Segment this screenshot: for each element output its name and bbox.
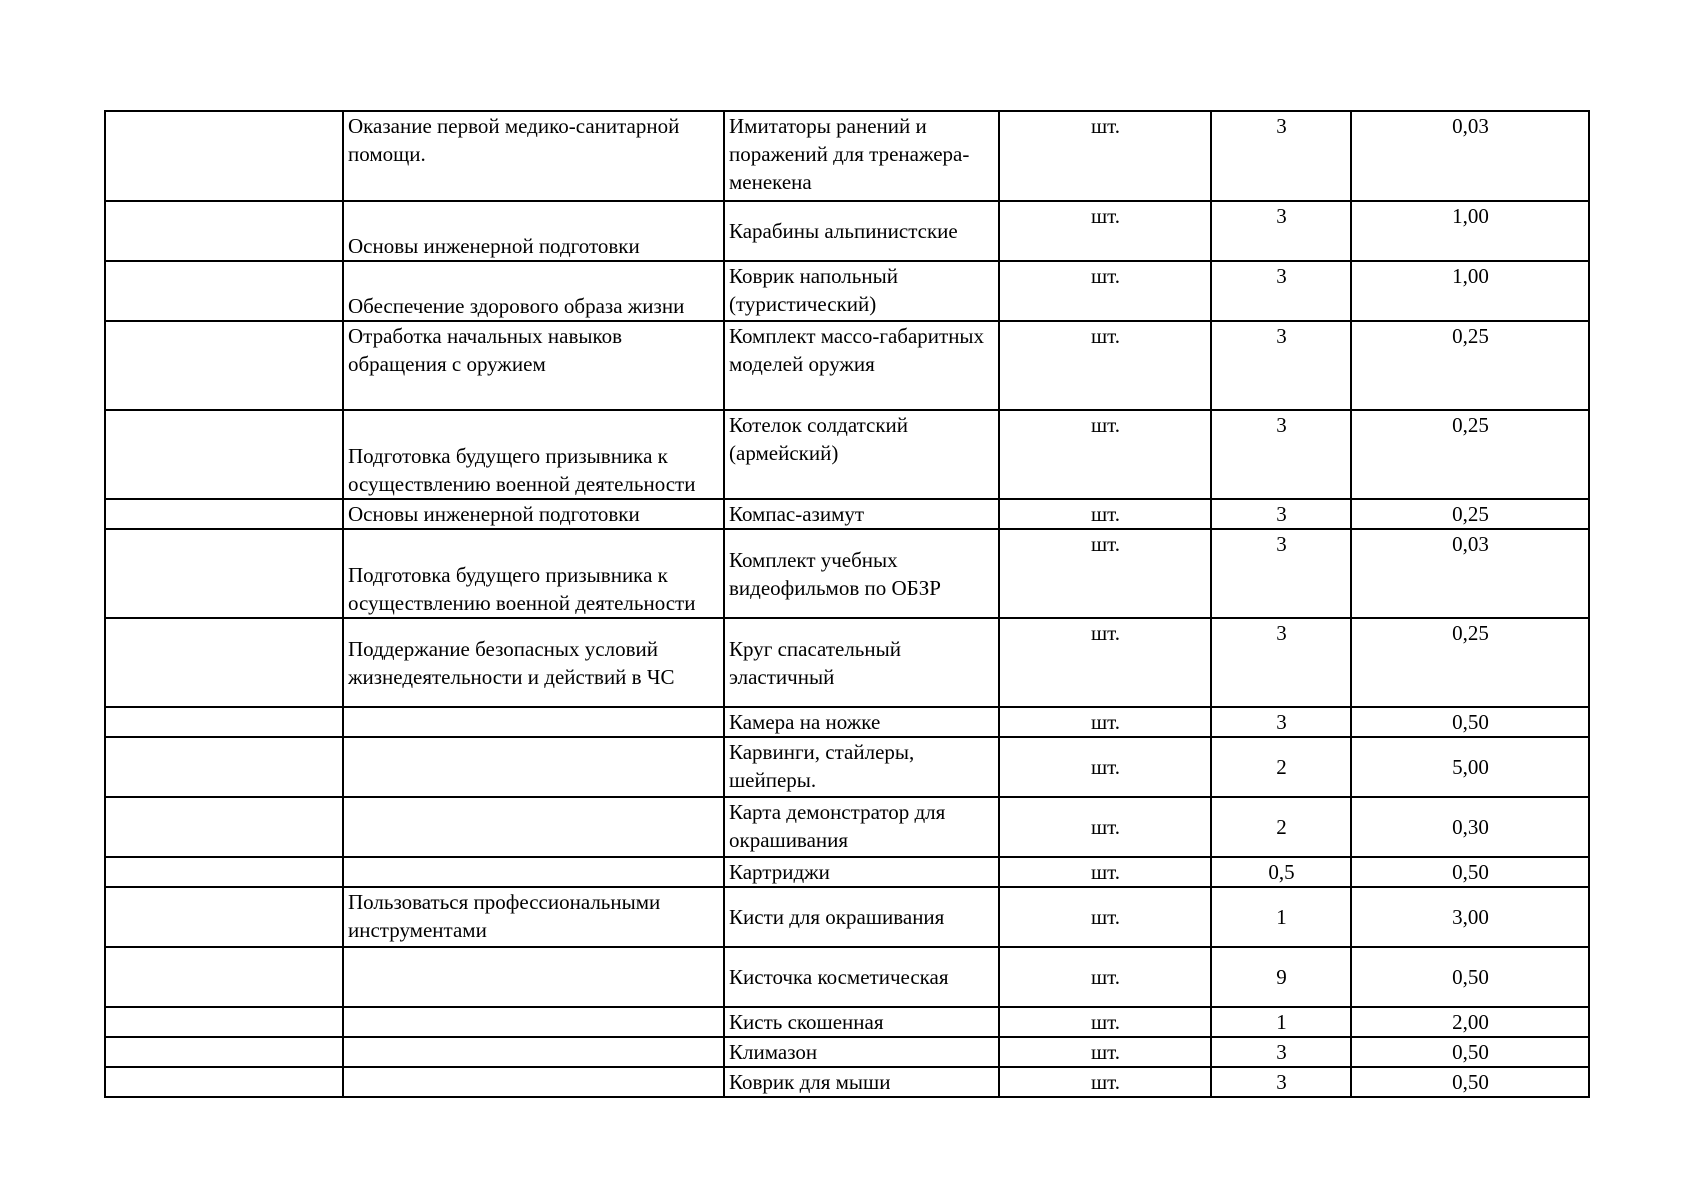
item-name-cell: Карта демонстратор для окрашивания (724, 797, 999, 857)
value-cell: 1,00 (1351, 201, 1589, 261)
table-row (105, 410, 1589, 499)
quantity-cell: 3 (1211, 707, 1351, 737)
value-cell: 3,00 (1351, 887, 1589, 947)
quantity-cell: 1 (1211, 1007, 1351, 1037)
value-cell: 0,50 (1351, 1067, 1589, 1097)
table-row (105, 857, 1589, 887)
topic-cell: Обеспечение здорового образа жизни (343, 261, 724, 321)
item-name-cell: Кисти для окрашивания (724, 887, 999, 947)
blank-cell (105, 887, 343, 947)
topic-cell: Пользоваться профессиональными инструментами (343, 887, 724, 947)
blank-cell (105, 797, 343, 857)
topic-cell: Основы инженерной подготовки (343, 201, 724, 261)
value-cell: 0,50 (1351, 947, 1589, 1007)
item-name-cell: Климазон (724, 1037, 999, 1067)
quantity-cell: 3 (1211, 111, 1351, 201)
table-body (105, 111, 1589, 1097)
table-row (105, 797, 1589, 857)
blank-cell (105, 1007, 343, 1037)
quantity-cell: 3 (1211, 201, 1351, 261)
topic-cell: Основы инженерной подготовки (343, 499, 724, 529)
value-cell: 2,00 (1351, 1007, 1589, 1037)
table-row (105, 201, 1589, 261)
table-row (105, 111, 1589, 201)
topic-cell: Подготовка будущего призывника к осуществлению военной деятельности (343, 529, 724, 618)
unit-cell: шт. (999, 1007, 1211, 1037)
unit-cell: шт. (999, 499, 1211, 529)
unit-cell: шт. (999, 947, 1211, 1007)
unit-cell: шт. (999, 261, 1211, 321)
value-cell: 0,25 (1351, 410, 1589, 499)
topic-cell (343, 737, 724, 797)
topic-cell (343, 947, 724, 1007)
item-name-cell: Котелок солдатский (армейский) (724, 410, 999, 499)
item-name-cell: Коврик для мыши (724, 1067, 999, 1097)
table-row (105, 499, 1589, 529)
value-cell: 1,00 (1351, 261, 1589, 321)
table-row (105, 1067, 1589, 1097)
blank-cell (105, 111, 343, 201)
item-name-cell: Компас-азимут (724, 499, 999, 529)
unit-cell: шт. (999, 618, 1211, 707)
topic-cell: Оказание первой медико-санитарной помощи. (343, 111, 724, 201)
topic-cell (343, 1037, 724, 1067)
table-row (105, 618, 1589, 707)
quantity-cell: 0,5 (1211, 857, 1351, 887)
value-cell: 0,25 (1351, 618, 1589, 707)
quantity-cell: 3 (1211, 1037, 1351, 1067)
topic-cell (343, 797, 724, 857)
unit-cell: шт. (999, 1067, 1211, 1097)
item-name-cell: Карабины альпинистские (724, 201, 999, 261)
table-row (105, 1007, 1589, 1037)
unit-cell: шт. (999, 529, 1211, 618)
table-row (105, 707, 1589, 737)
item-name-cell: Карвинги, стайлеры, шейперы. (724, 737, 999, 797)
value-cell: 0,25 (1351, 499, 1589, 529)
blank-cell (105, 618, 343, 707)
unit-cell: шт. (999, 111, 1211, 201)
table-row (105, 1037, 1589, 1067)
value-cell: 0,50 (1351, 1037, 1589, 1067)
table-row (105, 947, 1589, 1007)
topic-cell (343, 857, 724, 887)
topic-cell: Отработка начальных навыков обращения с оружием (343, 321, 724, 410)
quantity-cell: 3 (1211, 1067, 1351, 1097)
unit-cell: шт. (999, 321, 1211, 410)
value-cell: 0,50 (1351, 707, 1589, 737)
unit-cell: шт. (999, 1037, 1211, 1067)
unit-cell: шт. (999, 201, 1211, 261)
topic-cell: Подготовка будущего призывника к осуществлению военной деятельности (343, 410, 724, 499)
blank-cell (105, 201, 343, 261)
quantity-cell: 3 (1211, 261, 1351, 321)
value-cell: 0,25 (1351, 321, 1589, 410)
blank-cell (105, 707, 343, 737)
item-name-cell: Комплект массо-габаритных моделей оружия (724, 321, 999, 410)
unit-cell: шт. (999, 887, 1211, 947)
blank-cell (105, 410, 343, 499)
value-cell: 0,03 (1351, 111, 1589, 201)
quantity-cell: 3 (1211, 499, 1351, 529)
item-name-cell: Камера на ножке (724, 707, 999, 737)
topic-cell (343, 1007, 724, 1037)
unit-cell: шт. (999, 797, 1211, 857)
value-cell: 0,50 (1351, 857, 1589, 887)
blank-cell (105, 261, 343, 321)
value-cell: 0,30 (1351, 797, 1589, 857)
unit-cell: шт. (999, 737, 1211, 797)
unit-cell: шт. (999, 707, 1211, 737)
item-name-cell: Кисть скошенная (724, 1007, 999, 1037)
unit-cell: шт. (999, 410, 1211, 499)
item-name-cell: Круг спасательный эластичный (724, 618, 999, 707)
item-name-cell: Картриджи (724, 857, 999, 887)
item-name-cell: Имитаторы ранений и поражений для тренажера-менекена (724, 111, 999, 201)
item-name-cell: Коврик напольный (туристический) (724, 261, 999, 321)
blank-cell (105, 499, 343, 529)
blank-cell (105, 1067, 343, 1097)
quantity-cell: 3 (1211, 410, 1351, 499)
table-row (105, 737, 1589, 797)
topic-cell (343, 707, 724, 737)
equipment-table (104, 110, 1590, 1098)
blank-cell (105, 1037, 343, 1067)
quantity-cell: 9 (1211, 947, 1351, 1007)
item-name-cell: Кисточка косметическая (724, 947, 999, 1007)
quantity-cell: 1 (1211, 887, 1351, 947)
topic-cell: Поддержание безопасных условий жизнедеятельности и действий в ЧС (343, 618, 724, 707)
quantity-cell: 2 (1211, 797, 1351, 857)
item-name-cell: Комплект учебных видеофильмов по ОБЗР (724, 529, 999, 618)
quantity-cell: 3 (1211, 529, 1351, 618)
table-row (105, 529, 1589, 618)
quantity-cell: 2 (1211, 737, 1351, 797)
table-row (105, 887, 1589, 947)
topic-cell (343, 1067, 724, 1097)
blank-cell (105, 321, 343, 410)
quantity-cell: 3 (1211, 321, 1351, 410)
blank-cell (105, 737, 343, 797)
quantity-cell: 3 (1211, 618, 1351, 707)
value-cell: 5,00 (1351, 737, 1589, 797)
blank-cell (105, 857, 343, 887)
blank-cell (105, 529, 343, 618)
blank-cell (105, 947, 343, 1007)
value-cell: 0,03 (1351, 529, 1589, 618)
unit-cell: шт. (999, 857, 1211, 887)
table-row (105, 261, 1589, 321)
table-row (105, 321, 1589, 410)
